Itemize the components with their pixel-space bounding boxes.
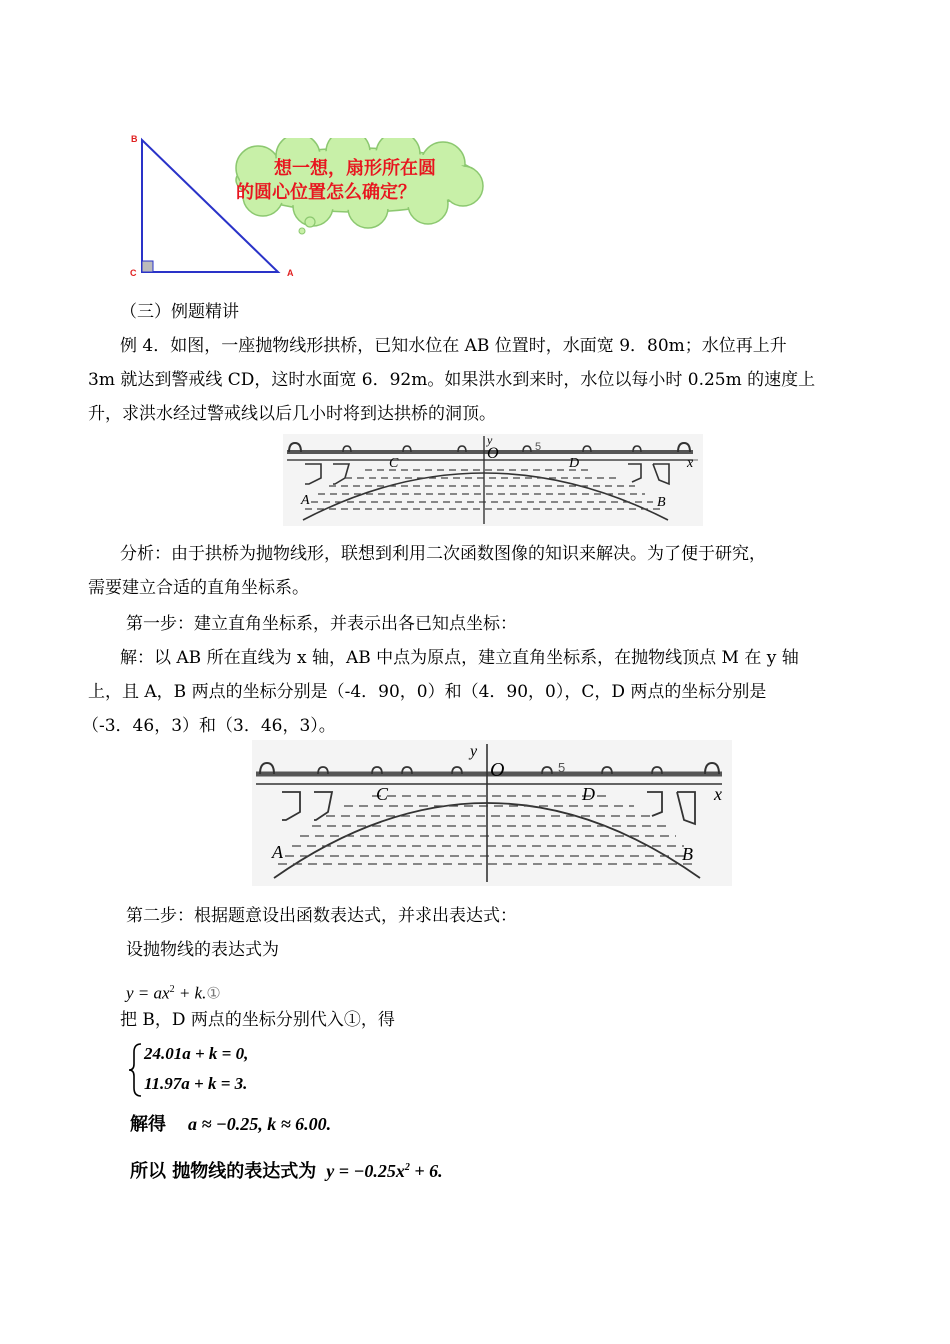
- formula-1: [126, 978, 221, 1007]
- fig1-label-a: A: [301, 493, 310, 508]
- solve-result: a ≈ −0.25, k ≈ 6.00.: [188, 1114, 332, 1134]
- example-line-3: 升，求洪水经过警戒线以后几小时将到达拱桥的洞顶。: [88, 404, 496, 424]
- solution-line-1: 解：以 AB 所在直线为 x 轴，AB 中点为原点，建立直角坐标系，在抛物线顶点 M 在 y 轴: [120, 648, 799, 668]
- fig2-label-c: C: [376, 784, 389, 804]
- final-lhs: y = −0.25x: [326, 1161, 405, 1181]
- fig2-mark: 5: [558, 760, 566, 775]
- fig1-label-y: y: [487, 434, 493, 447]
- system-eq-2: 11.97a + k = 3.: [144, 1074, 248, 1093]
- fig2-label-d: D: [582, 784, 595, 804]
- fig2-label-o: O: [490, 759, 505, 781]
- formula-1-exp: 2: [169, 984, 175, 995]
- analysis-line-2: 需要建立合适的直角坐标系。: [88, 578, 309, 598]
- right-angle-mark: [142, 261, 153, 272]
- fig2-label-x: x: [714, 784, 722, 804]
- fig1-label-c: C: [389, 456, 399, 471]
- solve-row: [130, 1112, 331, 1137]
- thought-bubble: [218, 138, 498, 238]
- fig2-label-b: B: [682, 844, 693, 864]
- triangle-label-c: C: [130, 268, 137, 278]
- formula-1-lhs: y = ax: [126, 983, 170, 1003]
- section-title: （三）例题精讲: [120, 302, 239, 322]
- final-rhs: + 6.: [409, 1161, 443, 1181]
- fig1-label-b: B: [657, 495, 666, 510]
- example-line-2: 3m 就达到警戒线 CD，这时水面宽 6．92m。如果洪水到来时，水位以每小时 0.25m 的速度上: [88, 370, 816, 390]
- step1-text: 第一步：建立直角坐标系，并表示出各已知点坐标：: [126, 614, 517, 634]
- final-row: [130, 1156, 443, 1184]
- fig2-label-a: A: [272, 842, 283, 862]
- fig1-label-x: x: [687, 456, 694, 471]
- system-eq-1: 24.01a + k = 0,: [144, 1044, 249, 1063]
- bubble-line-2: 的圆心位置怎么确定？: [236, 182, 416, 203]
- example-line-1: 例 4．如图，一座抛物线形拱桥，已知水位在 AB 位置时，水面宽 9．80m；水位再上升: [120, 336, 787, 356]
- set-expression-text: 设抛物线的表达式为: [126, 940, 279, 960]
- bridge-figure-2: [252, 740, 732, 886]
- bubble-line-1: 想一想，扇形所在圆: [274, 158, 436, 179]
- triangle-label-b: B: [131, 134, 138, 144]
- bridge-figure-1: [283, 434, 703, 526]
- substitute-text: 把 B，D 两点的坐标分别代入①，得: [120, 1010, 395, 1030]
- triangle-label-a: A: [287, 268, 294, 278]
- fig2-label-y: y: [470, 743, 478, 760]
- final-exp: 2: [404, 1162, 410, 1173]
- analysis-line-1: 分析：由于拱桥为抛物线形，联想到利用二次函数图像的知识来解决。为了便于研究，: [120, 544, 766, 564]
- solution-line-3: （-3．46，3）和（3．46，3）。: [82, 716, 336, 736]
- fig1-label-o: O: [487, 445, 499, 462]
- fig1-label-d: D: [569, 456, 580, 471]
- system-brace: [128, 1042, 144, 1098]
- formula-1-rhs: + k.: [174, 983, 207, 1003]
- final-label: 所以 抛物线的表达式为: [130, 1161, 317, 1182]
- formula-1-circle: ①: [206, 985, 221, 1003]
- fig1-mark: 5: [535, 441, 542, 453]
- solve-label: 解得: [130, 1114, 166, 1135]
- solution-line-2: 上，且 A，B 两点的坐标分别是（-4．90，0）和（4．90，0），C，D 两点的坐标分别是: [88, 682, 767, 702]
- step2-text: 第二步：根据题意设出函数表达式，并求出表达式：: [126, 906, 517, 926]
